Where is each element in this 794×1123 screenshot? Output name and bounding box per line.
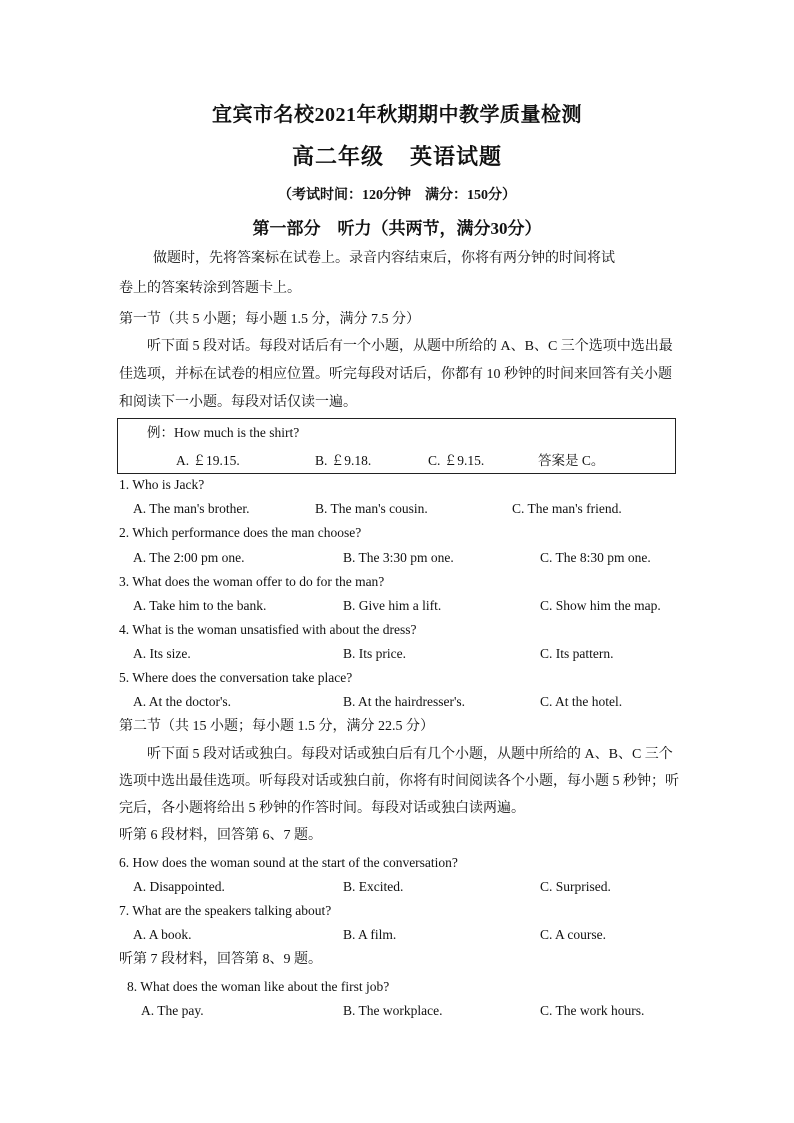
- q1-option-a: A. The man's brother.: [133, 501, 250, 516]
- q4-option-b: B. Its price.: [343, 646, 406, 661]
- question-8: 8. What does the woman like about the first job?: [127, 979, 390, 994]
- exam-subtitle: [0, 140, 794, 171]
- section1-instr-line3: 和阅读下一小题。每段对话仅读一遍。: [119, 395, 357, 410]
- q2-option-c: C. The 8:30 pm one.: [540, 550, 651, 565]
- section1-instr-line2: 佳选项，并标在试卷的相应位置。听完每段对话后，你都有 10 秒钟的时间来回答有关小题: [119, 367, 672, 382]
- q1-option-c: C. The man's friend.: [512, 501, 622, 516]
- exam-title: 宜宾市名校2021年秋期期中教学质量检测: [212, 104, 582, 126]
- section2-heading: 第二节（共 15 小题；每小题 1.5 分，满分 22.5 分）: [119, 719, 434, 734]
- section2-instr-line1: 听下面 5 段对话或独白。每段对话或独白后有几个小题，从题中所给的 A、B、C 三个: [147, 747, 673, 762]
- q3-option-b: B. Give him a lift.: [343, 598, 442, 613]
- part1-intro-line2: 卷上的答案转涂到答题卡上。: [119, 281, 301, 296]
- question-4: 4. What is the woman unsatisfied with about the dress?: [119, 622, 417, 637]
- example-option-c: C. ￡9.15.: [428, 453, 485, 468]
- question-7: 7. What are the speakers talking about?: [119, 903, 332, 918]
- grade-label: 高二年级: [291, 144, 384, 169]
- example-question: 例：How much is the shirt?: [147, 425, 300, 440]
- material-6-note: 听第 6 段材料，回答第 6、7 题。: [119, 828, 322, 843]
- q7-option-c: C. A course.: [540, 927, 606, 942]
- q7-option-a: A. A book.: [133, 927, 192, 942]
- q5-option-a: A. At the doctor's.: [133, 694, 232, 709]
- q5-option-c: C. At the hotel.: [540, 694, 623, 709]
- subject-label: 英语试题: [410, 144, 503, 169]
- question-1: 1. Who is Jack?: [119, 477, 205, 492]
- q2-option-a: A. The 2:00 pm one.: [133, 550, 245, 565]
- section1-heading: 第一节（共 5 小题；每小题 1.5 分，满分 7.5 分）: [119, 312, 420, 327]
- question-2: 2. Which performance does the man choose?: [119, 525, 362, 540]
- section1-instr-line1: 听下面 5 段对话。每段对话后有一个小题，从题中所给的 A、B、C 三个选项中选出最: [147, 339, 673, 354]
- q2-option-b: B. The 3:30 pm one.: [343, 550, 454, 565]
- question-3: 3. What does the woman offer to do for the man?: [119, 574, 385, 589]
- q1-option-b: B. The man's cousin.: [315, 501, 428, 516]
- material-7-note: 听第 7 段材料，回答第 8、9 题。: [119, 952, 322, 967]
- q3-option-a: A. Take him to the bank.: [133, 598, 267, 613]
- q7-option-b: B. A film.: [343, 927, 397, 942]
- q6-option-a: A. Disappointed.: [133, 879, 225, 894]
- question-5: 5. Where does the conversation take place?: [119, 670, 353, 685]
- q8-option-c: C. The work hours.: [540, 1003, 645, 1018]
- q6-option-b: B. Excited.: [343, 879, 404, 894]
- q5-option-b: B. At the hairdresser's.: [343, 694, 466, 709]
- section2-instr-line3: 完后，各小题将给出 5 秒钟的作答时间。每段对话或独白读两遍。: [119, 801, 525, 816]
- part1-intro-line1: 做题时，先将答案标在试卷上。录音内容结束后，你将有两分钟的时间将试: [153, 251, 615, 266]
- section2-instr-line2: 选项中选出最佳选项。听每段对话或独白前，你将有时间阅读各个小题，每小题 5 秒钟；听: [119, 774, 679, 789]
- exam-info: （考试时间：120分钟 满分：150分）: [278, 188, 516, 203]
- question-6: 6. How does the woman sound at the start of the conversation?: [119, 855, 458, 870]
- q3-option-c: C. Show him the map.: [540, 598, 661, 613]
- q4-option-c: C. Its pattern.: [540, 646, 614, 661]
- q8-option-a: A. The pay.: [141, 1003, 204, 1018]
- q8-option-b: B. The workplace.: [343, 1003, 443, 1018]
- q4-option-a: A. Its size.: [133, 646, 191, 661]
- example-option-b: B. ￡9.18.: [315, 453, 372, 468]
- example-option-a: A. ￡19.15.: [176, 453, 240, 468]
- q6-option-c: C. Surprised.: [540, 879, 611, 894]
- example-answer: 答案是 C。: [538, 453, 605, 468]
- part1-heading: 第一部分 听力（共两节，满分30分）: [252, 219, 542, 238]
